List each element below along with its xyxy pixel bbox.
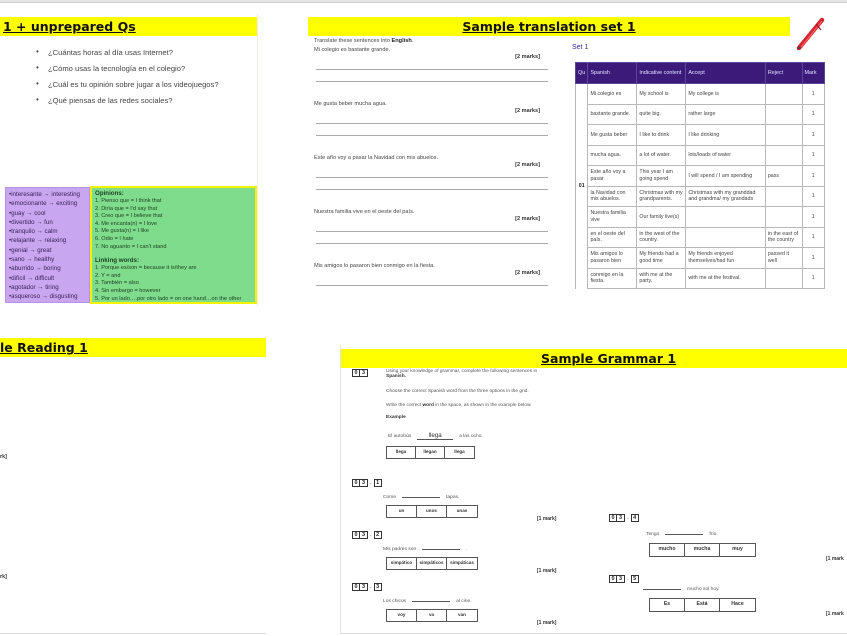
answer-line xyxy=(316,189,548,190)
answer-line xyxy=(316,231,548,232)
table-header-row xyxy=(576,63,825,84)
table-row xyxy=(576,166,825,187)
example-label: Example xyxy=(386,415,406,420)
col-header: Accept xyxy=(686,63,766,84)
slide-title: Sample translation set 1 xyxy=(462,19,636,34)
options-grid: simpático simpáticos simpáticas xyxy=(386,557,478,570)
answer-line xyxy=(316,69,548,70)
question-number-03-3: 0 3 . 3 xyxy=(352,583,382,591)
cell-mark: 1 xyxy=(802,104,824,125)
slide-sample-translation[interactable] xyxy=(308,14,847,306)
opinion-item: 1. Pienso que = I think that xyxy=(95,198,162,204)
example-options-grid: llega llegan llega xyxy=(386,446,475,459)
cell-indicative: My friends had a good time xyxy=(637,248,686,269)
cell-indicative: Christmas with my grandparents. xyxy=(637,186,686,207)
options-grid: Es Está Hace xyxy=(649,598,756,612)
cell-reject xyxy=(765,268,802,289)
linking-item: 3. También = also xyxy=(95,280,139,287)
cell-spanish: Este año voy a pasar xyxy=(588,166,637,187)
vocab-item: •emocionante → exciting xyxy=(9,200,78,208)
options-grid: voy va van xyxy=(386,609,478,622)
slide-title: Sample Grammar 1 xyxy=(541,351,677,366)
translation-item xyxy=(314,47,550,101)
set-label: Set 1 xyxy=(572,44,589,51)
cell-indicative: in the west of the country. xyxy=(637,227,686,248)
slide-title: le Reading 1 xyxy=(0,340,88,355)
cell-spanish: bastante grande. xyxy=(588,104,637,125)
cell-spanish: conmigo en la fiesta. xyxy=(588,268,637,289)
marks-label: [1 mark xyxy=(826,556,844,562)
marks-label: [1 mark] xyxy=(537,620,557,626)
question-item: • ¿Qué piensas de las redes sociales? xyxy=(36,96,219,105)
linking-item: 4. Sin embargo = however xyxy=(95,287,161,294)
cell-accept: I like drinking xyxy=(686,125,766,146)
cell-indicative: I like to drink xyxy=(637,125,686,146)
marks-label: [2 marks] xyxy=(515,108,540,114)
translation-item xyxy=(314,101,550,155)
cell-spanish: en el oeste del país. xyxy=(588,227,637,248)
question-number-03-1: 0 3 . 1 xyxy=(352,479,382,487)
cell-reject xyxy=(765,84,802,105)
vocab-item: •relajante → relaxing xyxy=(9,237,67,245)
vocab-item: •tranquilo → calm xyxy=(9,228,58,236)
spanish-sentence: Mi colegio es bastante grande. xyxy=(314,47,391,53)
spanish-sentence: Mis amigos lo pasaron bien conmigo en la fiesta. xyxy=(314,263,435,269)
table-row xyxy=(576,248,825,269)
cell-accept: My college is xyxy=(686,84,766,105)
col-header: Mark xyxy=(802,63,824,84)
cell-spanish: mucha agua. xyxy=(588,145,637,166)
vocab-item: •asqueroso → disgusting xyxy=(9,293,78,301)
vocab-item: •difícil → difficult xyxy=(9,274,55,282)
marks-label: [2 marks] xyxy=(515,270,540,276)
cell-reject: pass xyxy=(765,166,802,187)
cell-mark: 1 xyxy=(802,84,824,105)
cell-reject xyxy=(765,207,802,228)
question-list xyxy=(36,48,219,112)
options-grid: mucho mucha muy xyxy=(649,543,756,557)
cell-accept: My friends enjoyed themselves/had fun xyxy=(686,248,766,269)
cell-accept: with me at the festival. xyxy=(686,268,766,289)
cell-mark: 1 xyxy=(802,166,824,187)
cell-indicative: This year I am going spend xyxy=(637,166,686,187)
cell-accept: Christmas with my granddad and grandma/ my grandads xyxy=(686,186,766,207)
question-item: • ¿Cuántas horas al día usas Internet? xyxy=(36,48,219,57)
opinions-linking-box xyxy=(90,186,257,304)
question-number-03: 0 3 xyxy=(352,369,368,377)
vocab-item: •genial → great xyxy=(9,246,52,254)
slide-sample-reading[interactable] xyxy=(0,334,266,634)
instruction-3: Write the correct word in the space, as shown in the example below. xyxy=(386,403,532,408)
cell-reject xyxy=(765,186,802,207)
grammar-sentence: mucho sol hoy. xyxy=(643,585,720,592)
grammar-sentence: Mis padres son . xyxy=(383,547,468,552)
table-row xyxy=(576,84,825,105)
cell-reject xyxy=(765,125,802,146)
cell-spanish: Mis amigos lo pasaron bien xyxy=(588,248,637,269)
adjective-vocab-box xyxy=(5,187,90,303)
answer-line xyxy=(316,81,548,82)
cell-accept xyxy=(686,207,766,228)
marks-label-fragment: rk] xyxy=(0,574,7,580)
opinion-item: 7. No aguanto = I can't stand xyxy=(95,243,167,250)
cell-mark: 1 xyxy=(802,248,824,269)
marks-label-fragment: rk] xyxy=(0,454,7,460)
question-number-03-5: 0 3 . 5 xyxy=(609,575,639,583)
col-header: Spanish xyxy=(588,63,637,84)
cell-indicative: My school is xyxy=(637,84,686,105)
options-grid: un unos unas xyxy=(386,505,478,518)
vocab-item: •sano → healthy xyxy=(9,256,55,264)
vocab-item: •divertido → fun xyxy=(9,218,53,226)
example-sentence: El autobús llega a las ocho. xyxy=(388,432,483,439)
marks-label: [2 marks] xyxy=(515,54,540,60)
cell-mark: 1 xyxy=(802,186,824,207)
answer-line xyxy=(316,285,548,286)
translation-questions xyxy=(314,38,550,306)
answer-line xyxy=(316,135,548,136)
col-header: Qu xyxy=(576,63,588,84)
marks-label: [1 mark xyxy=(826,611,844,617)
grammar-sentence: Come tapas. xyxy=(383,495,460,500)
cell-reject: in the east of the country xyxy=(765,227,802,248)
slide-sample-grammar[interactable] xyxy=(340,345,847,634)
vocab-item: •aburrido → boring xyxy=(9,265,61,273)
opinion-item: 3. Creo que = I believe that xyxy=(95,213,163,220)
col-header: Reject xyxy=(765,63,802,84)
cell-mark: 1 xyxy=(802,207,824,228)
answer-line xyxy=(316,243,548,244)
instruction-2: Choose the correct Spanish word from the three options in the grid. xyxy=(386,389,529,394)
slide-title: 1 + unprepared Qs xyxy=(3,19,136,34)
vocab-item: •agotador → tiring xyxy=(9,283,59,291)
cell-reject xyxy=(765,145,802,166)
cell-accept: rather large xyxy=(686,104,766,125)
table-row xyxy=(576,145,825,166)
slide-unprepared-questions[interactable] xyxy=(0,14,258,306)
cell-accept: lots/loads of water xyxy=(686,145,766,166)
cell-mark: 1 xyxy=(802,268,824,289)
cell-spanish: Me gusta beber xyxy=(588,125,637,146)
table-row xyxy=(576,227,825,248)
red-pen-icon xyxy=(788,14,828,54)
cell-spanish: Nuestra familia vive xyxy=(588,207,637,228)
cell-mark: 1 xyxy=(802,125,824,146)
table-row xyxy=(576,268,825,289)
cell-indicative: Our family live(s) xyxy=(637,207,686,228)
table-row xyxy=(576,207,825,228)
cell-reject xyxy=(765,104,802,125)
example-answer: llega xyxy=(417,432,453,440)
answer-line xyxy=(316,123,548,124)
linking-heading: Linking words: xyxy=(95,257,139,265)
linking-item: 1. Porque es/son = because it is/they are xyxy=(95,265,197,272)
spanish-sentence: Este año voy a pasar la Navidad con mis abuelos. xyxy=(314,155,439,161)
opinions-heading: Opinions: xyxy=(95,190,124,197)
cell-accept: I will spend / I am spending xyxy=(686,166,766,187)
grammar-sentence: Los chicos al cine. xyxy=(383,599,472,604)
translation-item xyxy=(314,155,550,209)
linking-item: 5. Por un lado….por otro lado = on one hand…on the other xyxy=(95,295,242,302)
vocab-item: •interesante → interesting xyxy=(9,191,80,198)
instructions: Translate these sentences into English. xyxy=(314,38,414,44)
question-number: 01 xyxy=(576,84,588,289)
spanish-sentence: Nuestra familia vive en el oeste del país. xyxy=(314,209,415,215)
question-number-03-4: 0 3 . 4 xyxy=(609,514,639,522)
cell-indicative: with me at the party. xyxy=(637,268,686,289)
question-item: • ¿Cómo usas la tecnología en el colegio? xyxy=(36,64,219,73)
cell-indicative: quite big. xyxy=(637,104,686,125)
translation-item xyxy=(314,209,550,263)
cell-mark: 1 xyxy=(802,145,824,166)
instruction-1: Using your knowledge of grammar, complete the following sentences in Spanish. xyxy=(386,369,538,379)
window-top-border xyxy=(0,0,847,3)
cell-accept xyxy=(686,227,766,248)
marks-label: [2 marks] xyxy=(515,216,540,222)
table-row xyxy=(576,186,825,207)
table-row xyxy=(576,125,825,146)
vocab-item: •guay → cool xyxy=(9,209,46,217)
cell-spanish: la Navidad con mis abuelos. xyxy=(588,186,637,207)
cell-reject: passed it well xyxy=(765,248,802,269)
opinion-item: 4. Me encanta(n) = I love xyxy=(95,220,158,227)
cell-mark: 1 xyxy=(802,227,824,248)
opinion-item: 5. Me gusta(n) = I like xyxy=(95,228,149,235)
marks-label: [1 mark] xyxy=(537,568,557,574)
opinion-item: 6. Odio = I hate xyxy=(95,235,134,242)
cell-indicative: a lot of water. xyxy=(637,145,686,166)
answer-line xyxy=(316,177,548,178)
table-row xyxy=(576,104,825,125)
marks-label: [2 marks] xyxy=(515,162,540,168)
translation-item xyxy=(314,263,550,306)
question-item: • ¿Cuál es tu opinión sobre jugar a los videojuegos? xyxy=(36,80,219,89)
marks-label: [1 mark] xyxy=(537,516,557,522)
opinion-item: 2. Diría que = I'd say that xyxy=(95,205,158,212)
question-number-03-2: 0 3 . 2 xyxy=(352,531,382,539)
mark-scheme-table xyxy=(575,62,825,289)
spanish-sentence: Me gusta beber mucha agua. xyxy=(314,101,387,107)
cell-spanish: Mi colegio es xyxy=(588,84,637,105)
col-header: Indicative content xyxy=(637,63,686,84)
linking-item: 2. Y = and xyxy=(95,272,121,279)
grammar-sentence: Tengo frío. xyxy=(646,532,718,537)
